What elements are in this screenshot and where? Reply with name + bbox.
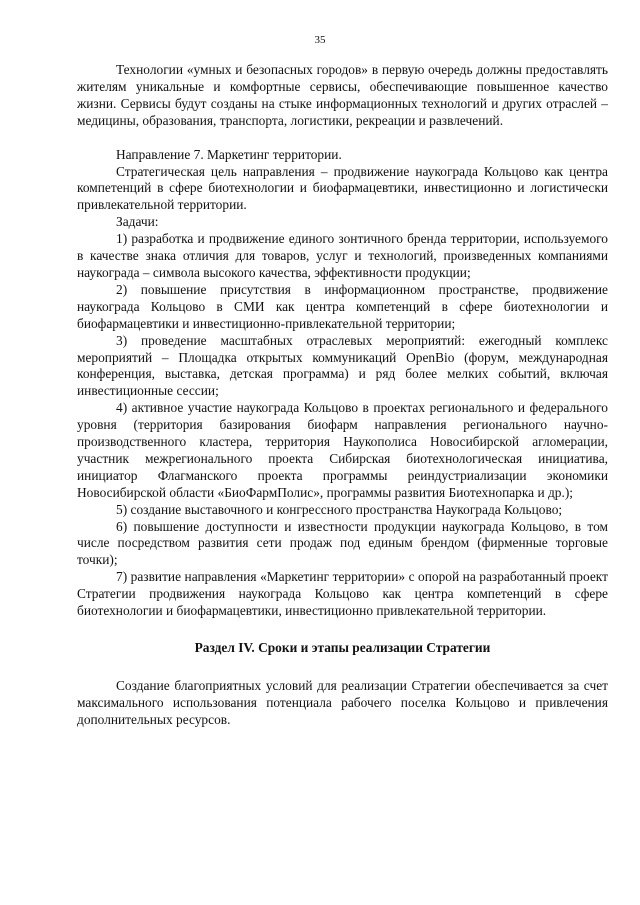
section-heading: Раздел IV. Сроки и этапы реализации Стратегии xyxy=(194,640,491,655)
closing-paragraph: Создание благоприятных условий для реализации Стратегии обеспечивается за счет максимального использования потенциала рабочего поселка Кольцово и привлечения дополнительных ресурсов. xyxy=(77,677,608,727)
task-item-1: 1) разработка и продвижение единого зонтичного бренда территории, используемого в качестве знака отличия для товаров, услуг и технологий, произведенных компаниями наукограда – символа высокого качества, эффективности продукции; xyxy=(77,231,608,280)
direction-title: Направление 7. Маркетинг территории. xyxy=(116,146,342,162)
document-body xyxy=(77,62,608,729)
intro-paragraph: Технологии «умных и безопасных городов» в первую очередь должны предоставлять жителям уникальные и комфортные сервисы, обеспечивающие повышенное качество жизни. Сервисы будут созданы на стыке информационных технологий и других отраслей – медицины, образования, транспорта, логистики, рекреации и развлечений. xyxy=(77,62,608,128)
page-number: 35 xyxy=(314,34,326,46)
strategic-goal-paragraph: Стратегическая цель направления – продвижение наукограда Кольцово как центра компетенций в сфере биотехнологии и биофармацевтики, инвестиционно и логистически привлекательной территории. xyxy=(77,163,608,213)
task-item-6: 6) повышение доступности и известности продукции наукограда Кольцово, в том числе посредством развития сети продаж под единым брендом (фирменные торговые точки); xyxy=(77,518,608,568)
task-item-7: 7) развитие направления «Маркетинг территории» с опорой на разработанный проект Стратегии продвижения наукограда Кольцово как центра компетенций в сфере биотехнологии и биофармацевтики, инвестиционно привлекательной территории. xyxy=(77,569,608,619)
task-item-5: 5) создание выставочного и конгрессного пространства Наукограда Кольцово; xyxy=(116,501,563,517)
task-item-3: 3) проведение масштабных отраслевых мероприятий: ежегодный комплекс мероприятий – Площадка открытых коммуникаций OpenBio (форум, международная конференция, выставка, детская программа) и ряд более мелких событий, включая инвестиционные сессии; xyxy=(77,332,608,399)
task-item-4: 4) активное участие наукограда Кольцово в проектах регионального и федерального уровня (территория базирования биофарм направления регионального научно-производственного кластера, территория Наукополиса Новосибирской агломерации, участник межрегионального проекта Сибирская биотехнологическая инициатива, инициатор Флагманского проекта программы реиндустриализации экономики Новосибирской области «БиоФармПолис», программы развития Биотехнопарка и др.); xyxy=(77,400,608,500)
task-item-2: 2) повышение присутствия в информационном пространстве, продвижение наукограда Кольцово в СМИ как центра компетенций в сфере биотехнологии и биофармацевтики и инвестиционно-привлекательной территории; xyxy=(77,281,608,331)
tasks-label: Задачи: xyxy=(116,214,159,230)
